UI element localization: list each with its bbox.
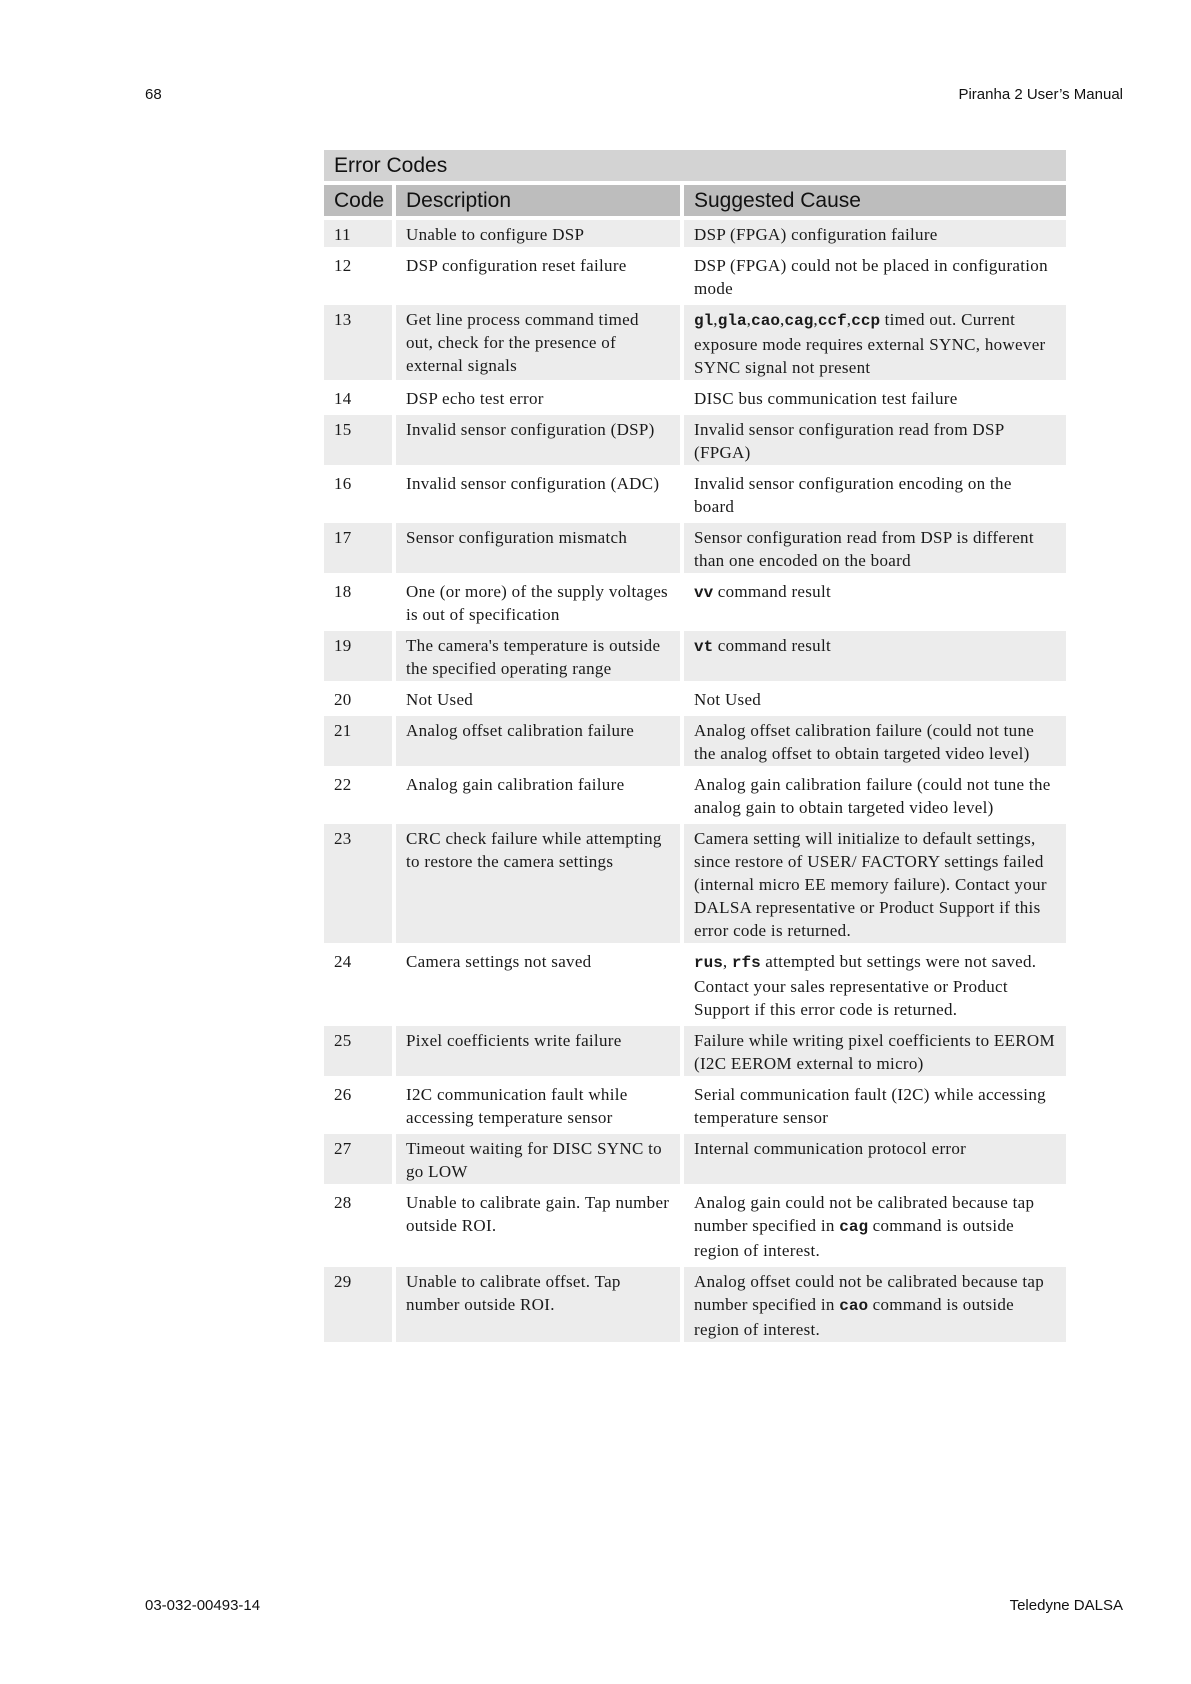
cause-text: Analog gain could not be calibrated because tap number specified in (694, 1193, 1035, 1235)
table-row (324, 824, 1066, 943)
command-name: gla (717, 312, 747, 330)
suggested-cause-cell (684, 947, 1066, 1022)
cause-text: Invalid sensor configuration encoding on the board (694, 474, 1012, 516)
table-row (324, 251, 1066, 301)
table-row (324, 716, 1066, 766)
table-row (324, 1134, 1066, 1184)
cause-text: , (846, 310, 852, 329)
table-row (324, 384, 1066, 411)
company-name: Teledyne DALSA (1009, 1597, 1123, 1614)
cause-text: attempted but settings were not saved. Contact your sales representative or Product Support if this error code is returned. (694, 952, 1037, 1019)
cause-text: command result (713, 636, 832, 655)
cause-text: Internal communication protocol error (694, 1139, 967, 1158)
page-footer (145, 1597, 1123, 1614)
table-row (324, 415, 1066, 465)
suggested-cause-cell (684, 384, 1066, 411)
table-row (324, 523, 1066, 573)
description-cell: Invalid sensor configuration (ADC) (406, 474, 660, 493)
table-row (324, 947, 1066, 1022)
cause-text: DSP (FPGA) configuration failure (694, 225, 938, 244)
command-name: cag (839, 1218, 869, 1236)
command-name: rus (694, 954, 723, 972)
error-code-cell: 25 (324, 1026, 392, 1076)
command-name: rfs (731, 954, 761, 972)
description-cell: CRC check failure while attempting to restore the camera settings (396, 824, 680, 943)
suggested-cause-cell (684, 770, 1066, 820)
suggested-cause-cell (684, 1026, 1066, 1076)
cause-text: , (722, 952, 732, 971)
suggested-cause-cell (684, 824, 1066, 943)
table-row (324, 685, 1066, 712)
cause-text: Serial communication fault (I2C) while accessing temperature sensor (694, 1085, 1046, 1127)
error-code-cell: 16 (334, 474, 352, 493)
error-code-cell: 21 (324, 716, 392, 766)
suggested-cause-cell (684, 1188, 1066, 1263)
description-cell: DSP echo test error (406, 389, 544, 408)
table-row (324, 220, 1066, 247)
error-code-cell: 28 (334, 1193, 352, 1212)
suggested-cause-cell (684, 469, 1066, 519)
description-cell: Not Used (406, 690, 474, 709)
cause-text: , (713, 310, 718, 329)
description-cell: Timeout waiting for DISC SYNC to go LOW (396, 1134, 680, 1184)
suggested-cause-cell (684, 685, 1066, 712)
manual-title: Piranha 2 User’s Manual (958, 86, 1123, 103)
cause-text: Not Used (694, 690, 762, 709)
error-code-cell: 17 (324, 523, 392, 573)
cause-text: Invalid sensor configuration read from DSP (FPGA) (694, 420, 1004, 462)
table-row (324, 770, 1066, 820)
cause-text: Sensor configuration read from DSP is different than one encoded on the board (694, 528, 1034, 570)
suggested-cause-cell (684, 251, 1066, 301)
description-cell: The camera's temperature is outside the specified operating range (396, 631, 680, 681)
description-cell: DSP configuration reset failure (406, 256, 627, 275)
column-header-description: Description (396, 185, 680, 216)
error-codes-table-container (324, 150, 1070, 1346)
command-name: cao (839, 1297, 869, 1315)
error-code-cell: 26 (334, 1085, 352, 1104)
description-cell: Camera settings not saved (406, 952, 592, 971)
description-cell: Invalid sensor configuration (DSP) (396, 415, 680, 465)
command-name: ccp (851, 312, 881, 330)
cause-text: , (746, 310, 752, 329)
cause-text: Analog offset could not be calibrated because tap number specified in (694, 1272, 1045, 1314)
description-cell: Pixel coefficients write failure (396, 1026, 680, 1076)
description-cell: Unable to configure DSP (396, 220, 680, 247)
error-code-cell: 22 (334, 775, 352, 794)
table-row (324, 469, 1066, 519)
table-title-row (324, 150, 1066, 181)
table-row (324, 1026, 1066, 1076)
error-code-cell: 27 (324, 1134, 392, 1184)
description-cell: Unable to calibrate offset. Tap number outside ROI. (396, 1267, 680, 1342)
command-name: cao (751, 312, 780, 330)
suggested-cause-cell (684, 415, 1066, 465)
error-code-cell: 20 (334, 690, 352, 709)
description-cell: Analog gain calibration failure (406, 775, 625, 794)
column-header-code: Code (324, 185, 392, 216)
error-code-cell: 15 (324, 415, 392, 465)
command-name: vv (694, 584, 714, 602)
cause-text: Camera setting will initialize to default settings, since restore of USER/ FACTORY settings failed (internal micro EE memory failure). Contact your DALSA representative or Product Support if this error code is returned. (694, 829, 1047, 940)
description-cell: Sensor configuration mismatch (396, 523, 680, 573)
error-code-cell: 11 (324, 220, 392, 247)
table-row (324, 631, 1066, 681)
command-name: gl (694, 312, 714, 330)
error-code-cell: 13 (324, 305, 392, 380)
table-row (324, 1267, 1066, 1342)
description-cell: I2C communication fault while accessing temperature sensor (406, 1085, 628, 1127)
command-name: vt (694, 638, 714, 656)
cause-text: timed out. Current exposure mode requires external SYNC, however SYNC signal not present (694, 310, 1046, 377)
error-code-cell: 23 (324, 824, 392, 943)
description-cell: Unable to calibrate gain. Tap number outside ROI. (406, 1193, 670, 1235)
suggested-cause-cell (684, 716, 1066, 766)
table-body (324, 220, 1066, 1342)
suggested-cause-cell (684, 305, 1066, 380)
cause-text: , (813, 310, 818, 329)
command-name: cag (784, 312, 814, 330)
cause-text: Analog gain calibration failure (could not tune the analog gain to obtain targeted video level) (694, 775, 1051, 817)
page-number: 68 (145, 86, 162, 103)
column-header-suggested-cause: Suggested Cause (684, 185, 1066, 216)
cause-text: DISC bus communication test failure (694, 389, 958, 408)
description-cell: Get line process command timed out, check for the presence of external signals (396, 305, 680, 380)
error-code-cell: 29 (324, 1267, 392, 1342)
suggested-cause-cell (684, 1134, 1066, 1184)
suggested-cause-cell (684, 1080, 1066, 1130)
table-title: Error Codes (324, 150, 1066, 181)
cause-text: command is outside region of interest. (694, 1295, 1015, 1339)
cause-text: Failure while writing pixel coefficients to EEROM (I2C EEROM external to micro) (694, 1031, 1055, 1073)
suggested-cause-cell (684, 523, 1066, 573)
table-row (324, 305, 1066, 380)
table-row (324, 1080, 1066, 1130)
cause-text: , (779, 310, 785, 329)
description-cell: One (or more) of the supply voltages is out of specification (406, 582, 668, 624)
error-code-cell: 19 (324, 631, 392, 681)
table-row (324, 577, 1066, 627)
suggested-cause-cell (684, 631, 1066, 681)
cause-text: command result (713, 582, 832, 601)
document-number: 03-032-00493-14 (145, 1597, 261, 1614)
description-cell: Analog offset calibration failure (396, 716, 680, 766)
cause-text: Analog offset calibration failure (could not tune the analog offset to obtain targeted video level) (694, 721, 1035, 763)
suggested-cause-cell (684, 220, 1066, 247)
suggested-cause-cell (684, 1267, 1066, 1342)
command-name: ccf (817, 312, 847, 330)
error-code-cell: 12 (334, 256, 352, 275)
page-header (145, 86, 1123, 103)
error-code-cell: 24 (334, 952, 352, 971)
error-codes-table (320, 146, 1070, 1346)
error-code-cell: 14 (334, 389, 352, 408)
table-row (324, 1188, 1066, 1263)
error-code-cell: 18 (334, 582, 352, 601)
cause-text: DSP (FPGA) could not be placed in configuration mode (694, 256, 1048, 298)
suggested-cause-cell (684, 577, 1066, 627)
cause-text: command is outside region of interest. (694, 1216, 1015, 1260)
column-header-row (324, 185, 1066, 216)
